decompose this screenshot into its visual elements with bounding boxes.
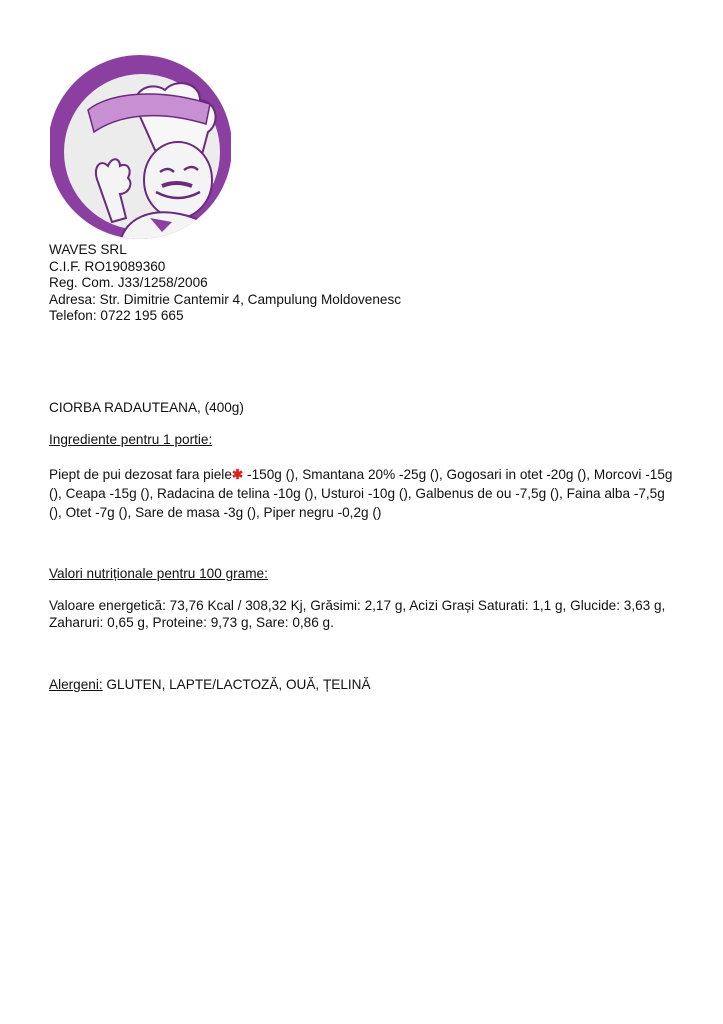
restaurant-logo: [50, 52, 231, 242]
company-name: WAVES SRL: [49, 242, 127, 257]
company-info: [49, 242, 669, 325]
allergens-label: Alergeni:: [49, 677, 103, 692]
company-phone: Telefon: 0722 195 665: [49, 308, 184, 323]
ingredients-list: [49, 465, 679, 522]
ingredient-first: Piept de pui dezosat fara piele: [49, 467, 232, 482]
nutrition-heading: Valori nutriționale pentru 100 grame:: [49, 566, 268, 581]
company-registration: Reg. Com. J33/1258/2006: [49, 275, 208, 290]
nutrition-values: Valoare energetică: 73,76 Kcal / 308,32 Kj, Grăsimi: 2,17 g, Acizi Grași Saturati: 1,1 g, Glucide: 3,63 g, Zaharuri: 0,65 g, Proteine: 9,73 g, Sare: 0,86 g.: [49, 598, 666, 630]
dish-title: CIORBA RADAUTEANA, (400g): [49, 400, 244, 415]
company-address: Adresa: Str. Dimitrie Cantemir 4, Campulung Moldovenesc: [49, 291, 402, 307]
ingredients-rest: -150g (), Smantana 20% -25g (), Gogosari in otet -20g (), Morcovi -15g (), Ceapa -15g (), Radacina de telina -10g (), Usturoi -10g (), Galbenus de ou -7,5g (), Faina alba -7,5g (), Otet -7g (), Sare de masa -3g (), Piper negru -0,2g (): [49, 467, 673, 520]
allergens: [49, 677, 371, 694]
asterisk-icon: ✱: [231, 467, 244, 482]
company-cif: C.I.F. RO19089360: [49, 258, 166, 274]
allergens-value: GLUTEN, LAPTE/LACTOZĂ, OUĂ, ȚELINĂ: [102, 677, 371, 692]
ingredients-heading: Ingrediente pentru 1 portie:: [49, 432, 213, 447]
